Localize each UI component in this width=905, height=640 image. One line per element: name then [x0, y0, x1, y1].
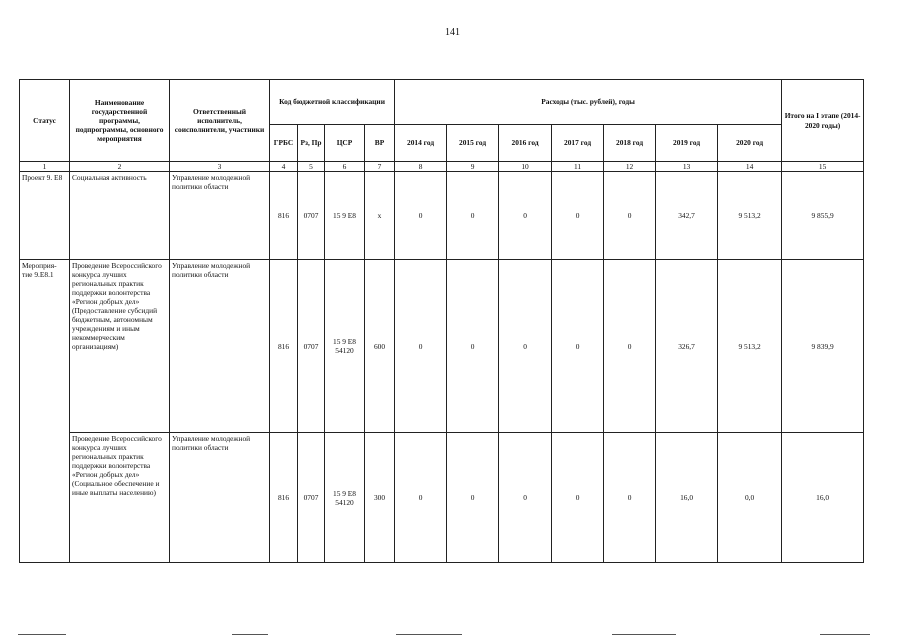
column-number: 4	[270, 162, 298, 172]
y2015-cell: 0	[447, 260, 499, 433]
header-rzpr: Рз, Пр	[298, 125, 325, 162]
vr-cell: 600	[365, 260, 395, 433]
header-responsible: Ответственный исполнитель, соисполнители, участники	[170, 80, 270, 162]
header-total: Итого на I этапе (2014-2020 годы)	[782, 80, 864, 162]
y2014-cell: 0	[395, 260, 447, 433]
y2017-cell: 0	[552, 260, 604, 433]
header-2014: 2014 год	[395, 125, 447, 162]
column-number: 9	[447, 162, 499, 172]
total-cell: 9 839,9	[782, 260, 864, 433]
y2019-cell: 16,0	[656, 433, 718, 563]
csr-cell: 15 9 Е8 54120	[325, 260, 365, 433]
csr-cell: 15 9 Е8	[325, 172, 365, 260]
header-2016: 2016 год	[499, 125, 552, 162]
table-row	[20, 433, 864, 563]
column-number: 2	[70, 162, 170, 172]
header-2018: 2018 год	[604, 125, 656, 162]
y2018-cell: 0	[604, 260, 656, 433]
header-expenses: Расходы (тыс. рублей), годы	[395, 80, 782, 125]
grbs-cell: 816	[270, 172, 298, 260]
y2018-cell: 0	[604, 172, 656, 260]
column-number: 6	[325, 162, 365, 172]
column-number-row	[20, 162, 864, 172]
scan-artifact	[612, 634, 676, 635]
table-row	[20, 260, 864, 433]
scan-artifact	[820, 634, 870, 635]
y2016-cell: 0	[499, 260, 552, 433]
column-number: 3	[170, 162, 270, 172]
y2018-cell: 0	[604, 433, 656, 563]
total-cell: 16,0	[782, 433, 864, 563]
table-row	[20, 172, 864, 260]
header-status: Статус	[20, 80, 70, 162]
y2015-cell: 0	[447, 172, 499, 260]
responsible-cell: Управление молодежной политики области	[170, 172, 270, 260]
y2020-cell: 9 513,2	[718, 260, 782, 433]
status-cell: Мероприя-тие 9.Е8.1	[20, 260, 70, 563]
column-number: 13	[656, 162, 718, 172]
scan-artifact	[18, 634, 66, 635]
header-name: Наименование государственной программы, подпрограммы, основного мероприятия	[70, 80, 170, 162]
rzpr-cell: 0707	[298, 433, 325, 563]
csr-cell: 15 9 Е8 54120	[325, 433, 365, 563]
column-number: 5	[298, 162, 325, 172]
y2014-cell: 0	[395, 172, 447, 260]
column-number: 12	[604, 162, 656, 172]
column-number: 10	[499, 162, 552, 172]
y2020-cell: 0,0	[718, 433, 782, 563]
scan-artifact	[232, 634, 268, 635]
header-2019: 2019 год	[656, 125, 718, 162]
header-row-1	[20, 80, 864, 125]
header-2017: 2017 год	[552, 125, 604, 162]
y2020-cell: 9 513,2	[718, 172, 782, 260]
status-cell: Проект 9. Е8	[20, 172, 70, 260]
header-csr: ЦСР	[325, 125, 365, 162]
name-cell: Проведение Всероссийского конкурса лучших региональных практик поддержки волонтерства «Регион добрых дел» (Социальное обеспечение и иные выплаты населению)	[70, 433, 170, 563]
grbs-cell: 816	[270, 433, 298, 563]
page-number: 141	[445, 27, 460, 38]
budget-table	[19, 79, 864, 563]
column-number: 15	[782, 162, 864, 172]
y2019-cell: 326,7	[656, 260, 718, 433]
column-number: 14	[718, 162, 782, 172]
y2019-cell: 342,7	[656, 172, 718, 260]
y2016-cell: 0	[499, 433, 552, 563]
total-cell: 9 855,9	[782, 172, 864, 260]
y2014-cell: 0	[395, 433, 447, 563]
column-number: 8	[395, 162, 447, 172]
header-vr: ВР	[365, 125, 395, 162]
responsible-cell: Управление молодежной политики области	[170, 433, 270, 563]
y2015-cell: 0	[447, 433, 499, 563]
grbs-cell: 816	[270, 260, 298, 433]
y2016-cell: 0	[499, 172, 552, 260]
column-number: 1	[20, 162, 70, 172]
name-cell: Проведение Всероссийского конкурса лучших региональных практик поддержки волонтерства «Регион добрых дел» (Предоставление субсидий бюджетным, автономным учреждениям и иным некоммерческим организациям)	[70, 260, 170, 433]
header-2015: 2015 год	[447, 125, 499, 162]
rzpr-cell: 0707	[298, 172, 325, 260]
column-number: 11	[552, 162, 604, 172]
header-grbs: ГРБС	[270, 125, 298, 162]
y2017-cell: 0	[552, 172, 604, 260]
responsible-cell: Управление молодежной политики области	[170, 260, 270, 433]
scan-artifact	[396, 634, 462, 635]
header-budget-code: Код бюджетной классификации	[270, 80, 395, 125]
vr-cell: 300	[365, 433, 395, 563]
vr-cell: х	[365, 172, 395, 260]
rzpr-cell: 0707	[298, 260, 325, 433]
y2017-cell: 0	[552, 433, 604, 563]
header-2020: 2020 год	[718, 125, 782, 162]
name-cell: Социальная активность	[70, 172, 170, 260]
column-number: 7	[365, 162, 395, 172]
